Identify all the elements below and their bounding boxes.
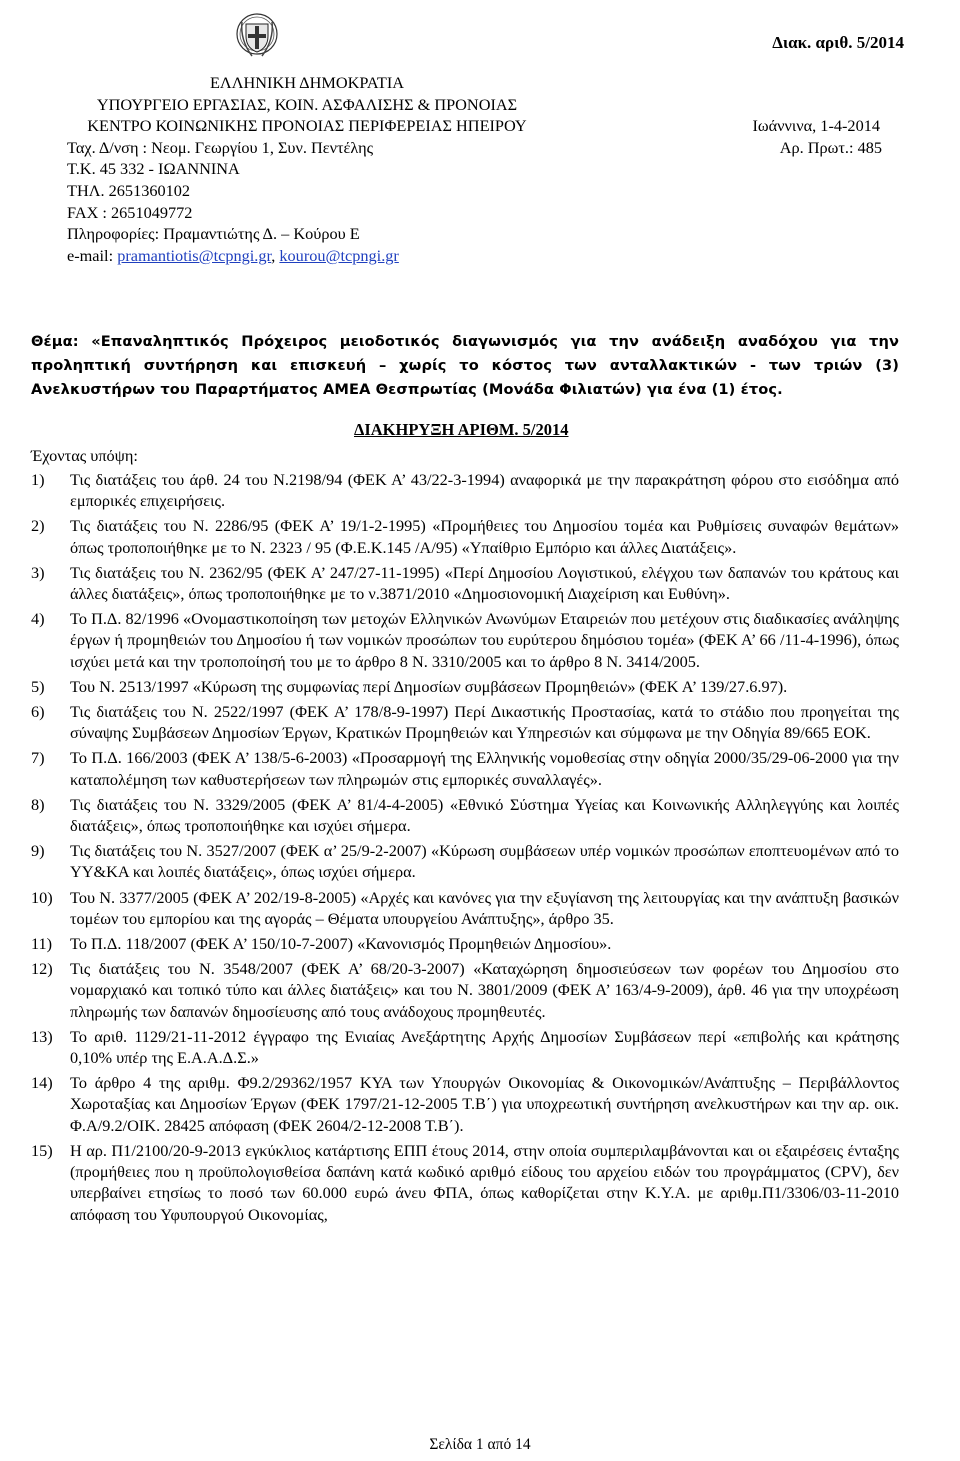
- item-text: Τις διατάξεις του Ν. 3527/2007 (ΦΕΚ α’ 25/9-2-2007) «Κύρωση συμβάσεων υπέρ νομικών προσώπων εποπτευομένων από το ΥΥ&ΚΑ και λοιπές διατάξεις», όπως ισχύει σήμερα.: [70, 841, 899, 882]
- org-line: ΚΕΝΤΡΟ ΚΟΙΝΩΝΙΚΗΣ ΠΡΟΝΟΙΑΣ ΠΕΡΙΦΕΡΕΙΑΣ ΗΠΕΙΡΟΥ: [87, 116, 527, 136]
- item-text: Το άρθρο 4 της αριθμ. Φ9.2/29362/1957 ΚΥΑ των Υπουργών Οικονομίας & Οικονομικών/Ανάπτυξης – Περιβάλλοντος Χωροταξίας και Δημοσίων Έργων (ΦΕΚ 1797/21-12-2005 Τ.Β΄) για υποχρεωτική συντήρηση ανελκυστήρων και την αρ. οικ. Φ.Α/9.2/ΟΙΚ. 28425 απόφαση (ΦΕΚ 2604/2-12-2008 Τ.Β΄).: [70, 1073, 899, 1135]
- item-text: Το Π.Δ. 82/1996 «Ονομαστικοποίηση των μετοχών Ελληνικών Ανωνύμων Εταιρειών που μετέχουν στις διαδικασίες ανάληψης έργων ή προμηθειών του Δημοσίου ή των νομικών προσώπων του ευρύτερου δημόσιου τομέα» (ΦΕΚ Α’ 66 /11-4-1996), όπως ισχύει μετά και την τροποποίησή του με το άρθρο 8 Ν. 3310/2005 και το άρθρο 8 Ν. 3414/2005.: [70, 609, 899, 671]
- address-line: Τ.Κ. 45 332 - ΙΩΑΝΝΙΝΑ: [67, 159, 240, 179]
- item-text: Τις διατάξεις του Ν. 2522/1997 (ΦΕΚ Α’ 178/8-9-1997) Περί Δικαστικής Προστασίας, κατά το στάδιο που προηγείται της σύναψης Συμβάσεων Δημοσίων Έργων, Κρατικών Προμηθειών και Υπηρεσιών και σύμφωνα με την Οδηγία 89/665 ΕΟΚ.: [70, 702, 899, 743]
- item-number: 8): [31, 794, 45, 814]
- place-date: Ιωάννινα, 1-4-2014: [752, 116, 880, 135]
- list-item: [31, 469, 899, 511]
- list-item: [31, 794, 899, 836]
- item-text: Το αριθ. 1129/21-11-2012 έγγραφο της Ενιαίας Ανεξάρτητης Αρχής Δημοσίων Συμβάσεων περί «επιβολής και κράτησης 0,10% υπέρ της Ε.Α.Α.Δ.Σ.»: [70, 1026, 899, 1068]
- item-text: Τις διατάξεις του Ν. 2286/95 (ΦΕΚ Α’ 19/1-2-1995) «Προμήθειες του Δημοσίου τομέα και Ρυθμίσεις συναφών θεμάτων» όπως τροποποιήθηκε με το Ν. 2323 / 95 (Φ.Ε.Κ.145 /Α/95) «Υπαίθριο Εμπόριο και άλλες Διατάξεις».: [70, 516, 899, 557]
- item-text: Τις διατάξεις του Ν. 3329/2005 (ΦΕΚ Α’ 81/4-4-2005) «Εθνικό Σύστημα Υγείας και Κοινωνικής Αλληλεγγύης και λοιπές διατάξεις», όπως τροποποιήθηκε και ισχύει σήμερα.: [70, 794, 899, 836]
- item-number: 6): [31, 702, 45, 722]
- address-line: FAX : 2651049772: [67, 202, 193, 222]
- item-text: Τις διατάξεις του άρθ. 24 του Ν.2198/94 (ΦΕΚ Α’ 43/22-3-1994) αναφορικά με την παρακράτηση φόρου στο εισόδημα από εμπορικές επιχειρήσεις.: [70, 470, 899, 511]
- list-item: [31, 608, 899, 672]
- list-item: [31, 562, 899, 604]
- org-line: ΕΛΛΗΝΙΚΗ ΔΗΜΟΚΡΑΤΙΑ: [209, 73, 405, 92]
- item-number: 12): [31, 959, 53, 979]
- item-number: 3): [31, 562, 45, 582]
- list-item: [31, 840, 899, 882]
- date-protocol-block: [753, 115, 881, 158]
- list-item: [31, 887, 899, 929]
- item-number: 7): [31, 748, 45, 768]
- sender-header: [67, 72, 667, 266]
- list-item: [31, 1140, 899, 1225]
- item-number: 14): [31, 1073, 53, 1093]
- email-separator: ,: [271, 245, 280, 265]
- item-text: Το Π.Δ. 166/2003 (ΦΕΚ Α’ 138/5-6-2003) «Προσαρμογή της Ελληνικής νομοθεσίας στην οδηγία 2000/35/29-06-2000 για την καταπολέμηση των καθυστερήσεων των πληρωμών στις εμπορικές συναλλαγές».: [70, 748, 899, 789]
- item-number: 1): [31, 470, 45, 489]
- item-text: Του Ν. 2513/1997 «Κύρωση της συμφωνίας περί Δημοσίων συμβάσεων Προμηθειών» (ΦΕΚ Α’ 139/27.6.97).: [70, 676, 788, 696]
- list-item: [31, 676, 899, 697]
- list-item: [31, 1072, 899, 1136]
- list-item: [31, 515, 899, 557]
- item-text: Το Π.Δ. 118/2007 (ΦΕΚ Α’ 150/10-7-2007) «Κανονισμός Προμηθειών Δημοσίου».: [70, 934, 612, 954]
- item-number: 13): [31, 1026, 53, 1046]
- list-item: [31, 933, 899, 954]
- email-link-pramantiotis[interactable]: pramantiotis@tcpngi.gr: [117, 245, 272, 265]
- item-number: 4): [31, 609, 45, 629]
- declaration-title: ΔΙΑΚΗΡΥΞΗ ΑΡΙΘΜ. 5/2014: [354, 420, 569, 439]
- item-text: Η αρ. Π1/2100/20-9-2013 εγκύκλιος κατάρτισης ΕΠΠ έτους 2014, στην οποία συμπεριλαμβάνονται και οι εξαιρέσεις ένταξης (προμήθειες που η προϋπολογισθείσα δαπάνη κατά κωδικό αριθμό είδους του αρχείου ειδών του προγράμματος (CPV), δεν υπερβαίνει ετησίως το ποσό των 60.000 ευρώ άνευ ΦΠΑ, όπως καθορίζεται στην Κ.Υ.Α. με αριθμ.Π1/3306/03-11-2010 απόφαση του Υφυπουργού Οικονομίας,: [70, 1140, 899, 1224]
- list-item: [31, 747, 899, 789]
- declaration-number: Διακ. αριθ. 5/2014: [772, 33, 904, 52]
- page-footer: Σελίδα 1 από 14: [429, 1436, 531, 1453]
- item-number: 15): [31, 1140, 53, 1160]
- legal-basis-list: [31, 469, 899, 1229]
- email-link-kourou[interactable]: kourou@tcpngi.gr: [279, 245, 399, 265]
- greek-emblem-icon: [236, 4, 278, 64]
- item-number: 11): [31, 934, 53, 954]
- item-number: 5): [31, 676, 45, 696]
- item-text: Τις διατάξεις του Ν. 3548/2007 (ΦΕΚ Α’ 68/20-3-2007) «Καταχώρηση δημοσιεύσεων των φορέων του Δημοσίου στο νομαρχιακό και τοπικό τύπο και άλλες διατάξεις» και του Ν. 3801/2009 (ΦΕΚ Α’ 163/4-9-2009), άρθ. 46 για την υποχρέωση πληρωμής των δαπανών δημοσίευσης από τους ανάδοχους προμηθευτές.: [70, 959, 899, 1021]
- considering-label: Έχοντας υπόψη:: [31, 446, 138, 465]
- list-item: [31, 701, 899, 743]
- email-label: e-mail:: [67, 245, 118, 265]
- subject-paragraph: Θέμα: «Επαναληπτικός Πρόχειρος μειοδοτικός διαγωνισμός για την ανάδειξη αναδόχου για την προληπτική συντήρηση και επισκευή – χωρίς το κόστος των ανταλλακτικών - των τριών (3) Ανελκυστήρων του Παραρτήματος ΑΜΕΑ Θεσπρωτίας (Μονάδα Φιλιατών) για ένα (1) έτος.: [31, 333, 899, 398]
- item-number: 9): [31, 841, 45, 861]
- list-item: [31, 1026, 899, 1068]
- org-line: ΥΠΟΥΡΓΕΙΟ ΕΡΓΑΣΙΑΣ, ΚΟΙΝ. ΑΣΦΑΛΙΣΗΣ & ΠΡΟΝΟΙΑΣ: [96, 94, 518, 114]
- address-line: Ταχ. Δ/νση : Νεομ. Γεωργίου 1, Συν. Πεντέλης: [67, 137, 374, 157]
- address-line: Πληροφορίες: Πραμαντιώτης Δ. – Κούρου Ε: [67, 224, 360, 244]
- item-number: 10): [31, 887, 53, 907]
- item-number: 2): [31, 516, 45, 536]
- email-line: [67, 245, 667, 267]
- item-text: Του Ν. 3377/2005 (ΦΕΚ Α’ 202/19-8-2005) «Αρχές και κανόνες για την εξυγίανση της λειτουργίας και την ανάπτυξη βασικών τομέων του εμπορίου και της αγοράς – Θέματα υπουργείου Ανάπτυξης», άρθρο 35.: [70, 887, 899, 928]
- item-text: Τις διατάξεις του Ν. 2362/95 (ΦΕΚ Α’ 247/27-11-1995) «Περί Δημοσίου Λογιστικού, ελέγχου των δαπανών του κράτους και άλλες διατάξεις», όπως τροποποιήθηκε με το ν.3871/2010 «Δημοσιονομική Διαχείριση και Ευθύνη».: [70, 562, 899, 604]
- address-line: ΤΗΛ. 2651360102: [67, 180, 191, 200]
- protocol-number: Αρ. Πρωτ.: 485: [779, 137, 882, 157]
- list-item: [31, 958, 899, 1022]
